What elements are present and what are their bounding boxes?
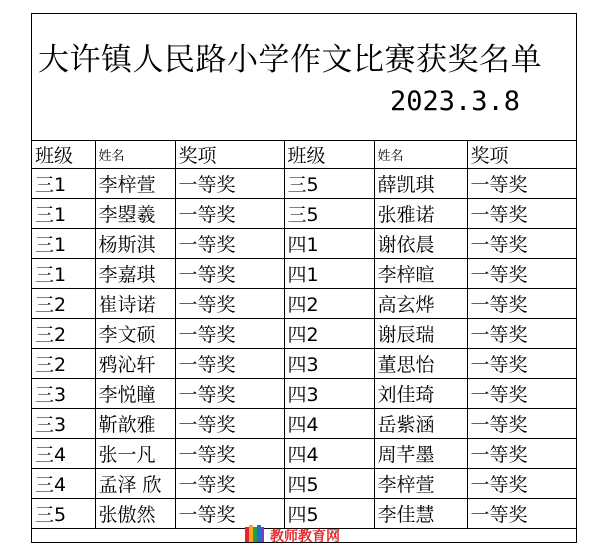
- award-cell: 一等奖: [175, 289, 284, 319]
- class-cell: 三5: [284, 169, 374, 199]
- student-name-cell: 李梓萱: [95, 169, 175, 199]
- class-cell: 三1: [32, 229, 95, 259]
- award-cell: 一等奖: [467, 499, 576, 529]
- award-cell: 一等奖: [467, 319, 576, 349]
- student-name-cell: 刘佳琦: [374, 379, 467, 409]
- class-cell: 四2: [284, 319, 374, 349]
- student-name-cell: 张雅诺: [374, 199, 467, 229]
- award-list-sheet: [31, 13, 577, 543]
- award-cell: 一等奖: [175, 319, 284, 349]
- award-cell: 一等奖: [467, 199, 576, 229]
- class-cell: 三2: [32, 349, 95, 379]
- award-cell: 一等奖: [175, 259, 284, 289]
- student-name-cell: 李文硕: [95, 319, 175, 349]
- class-cell: 三3: [32, 409, 95, 439]
- class-cell: 三1: [32, 169, 95, 199]
- award-cell: 一等奖: [175, 349, 284, 379]
- header-class: 班级: [284, 141, 374, 169]
- header-award: 奖项: [175, 141, 284, 169]
- table-row: [32, 349, 576, 379]
- award-cell: 一等奖: [175, 439, 284, 469]
- class-cell: 三1: [32, 199, 95, 229]
- header-award: 奖项: [467, 141, 576, 169]
- document-date: 2023.3.8: [390, 86, 521, 117]
- award-cell: 一等奖: [467, 379, 576, 409]
- student-name-cell: 李梓暄: [374, 259, 467, 289]
- table-row: [32, 169, 576, 199]
- student-name-cell: 谢依晨: [374, 229, 467, 259]
- class-cell: 四4: [284, 409, 374, 439]
- header-name: 姓名: [374, 141, 467, 169]
- class-cell: 四1: [284, 259, 374, 289]
- student-name-cell: 谢辰瑞: [374, 319, 467, 349]
- student-name-cell: 李曌羲: [95, 199, 175, 229]
- class-cell: 三3: [32, 379, 95, 409]
- class-cell: 四4: [284, 439, 374, 469]
- award-cell: 一等奖: [467, 289, 576, 319]
- student-name-cell: 鸦沁轩: [95, 349, 175, 379]
- class-cell: 四5: [284, 469, 374, 499]
- table-row: [32, 259, 576, 289]
- class-cell: 三4: [32, 469, 95, 499]
- student-name-cell: 李悦瞳: [95, 379, 175, 409]
- student-name-cell: 岳紫涵: [374, 409, 467, 439]
- class-cell: 四1: [284, 229, 374, 259]
- title-block: [32, 14, 576, 141]
- class-cell: 四3: [284, 379, 374, 409]
- class-cell: 四3: [284, 349, 374, 379]
- award-cell: 一等奖: [467, 229, 576, 259]
- class-cell: 三2: [32, 289, 95, 319]
- book-logo-icon: [243, 522, 267, 550]
- award-cell: 一等奖: [175, 229, 284, 259]
- award-cell: 一等奖: [175, 379, 284, 409]
- header-class: 班级: [32, 141, 95, 169]
- award-cell: 一等奖: [175, 469, 284, 499]
- award-cell: 一等奖: [467, 169, 576, 199]
- student-name-cell: 薛凯琪: [374, 169, 467, 199]
- student-name-cell: 崔诗诺: [95, 289, 175, 319]
- student-name-cell: 李嘉琪: [95, 259, 175, 289]
- award-cell: 一等奖: [467, 469, 576, 499]
- award-cell: 一等奖: [175, 409, 284, 439]
- watermark-text: 教师教育网: [270, 529, 340, 545]
- award-table-body: [32, 169, 576, 529]
- table-row: [32, 199, 576, 229]
- class-cell: 四2: [284, 289, 374, 319]
- class-cell: 三5: [32, 499, 95, 529]
- award-cell: 一等奖: [467, 349, 576, 379]
- table-row: [32, 469, 576, 499]
- header-name: 姓名: [95, 141, 175, 169]
- document-title: 大许镇人民路小学作文比赛获奖名单: [38, 42, 542, 78]
- award-cell: 一等奖: [175, 169, 284, 199]
- class-cell: 三4: [32, 439, 95, 469]
- award-table: [32, 141, 576, 529]
- student-name-cell: 孟泽 欣: [95, 469, 175, 499]
- award-cell: 一等奖: [467, 409, 576, 439]
- student-name-cell: 周芊墨: [374, 439, 467, 469]
- award-cell: 一等奖: [467, 259, 576, 289]
- award-cell: 一等奖: [175, 199, 284, 229]
- class-cell: 三1: [32, 259, 95, 289]
- student-name-cell: 李佳慧: [374, 499, 467, 529]
- award-cell: 一等奖: [467, 439, 576, 469]
- student-name-cell: 董思怡: [374, 349, 467, 379]
- class-cell: 四5: [284, 499, 374, 529]
- student-name-cell: 杨斯淇: [95, 229, 175, 259]
- award-cell: 一等奖: [175, 499, 284, 529]
- table-row: [32, 439, 576, 469]
- student-name-cell: 张一凡: [95, 439, 175, 469]
- student-name-cell: 靳歆雅: [95, 409, 175, 439]
- class-cell: 三2: [32, 319, 95, 349]
- student-name-cell: 李梓萱: [374, 469, 467, 499]
- class-cell: 三5: [284, 199, 374, 229]
- table-row: [32, 379, 576, 409]
- table-header-row: [32, 141, 576, 169]
- student-name-cell: 高玄烨: [374, 289, 467, 319]
- table-row: [32, 229, 576, 259]
- table-row: [32, 409, 576, 439]
- student-name-cell: 张傲然: [95, 499, 175, 529]
- table-row: [32, 289, 576, 319]
- table-row: [32, 319, 576, 349]
- watermark: [243, 521, 340, 551]
